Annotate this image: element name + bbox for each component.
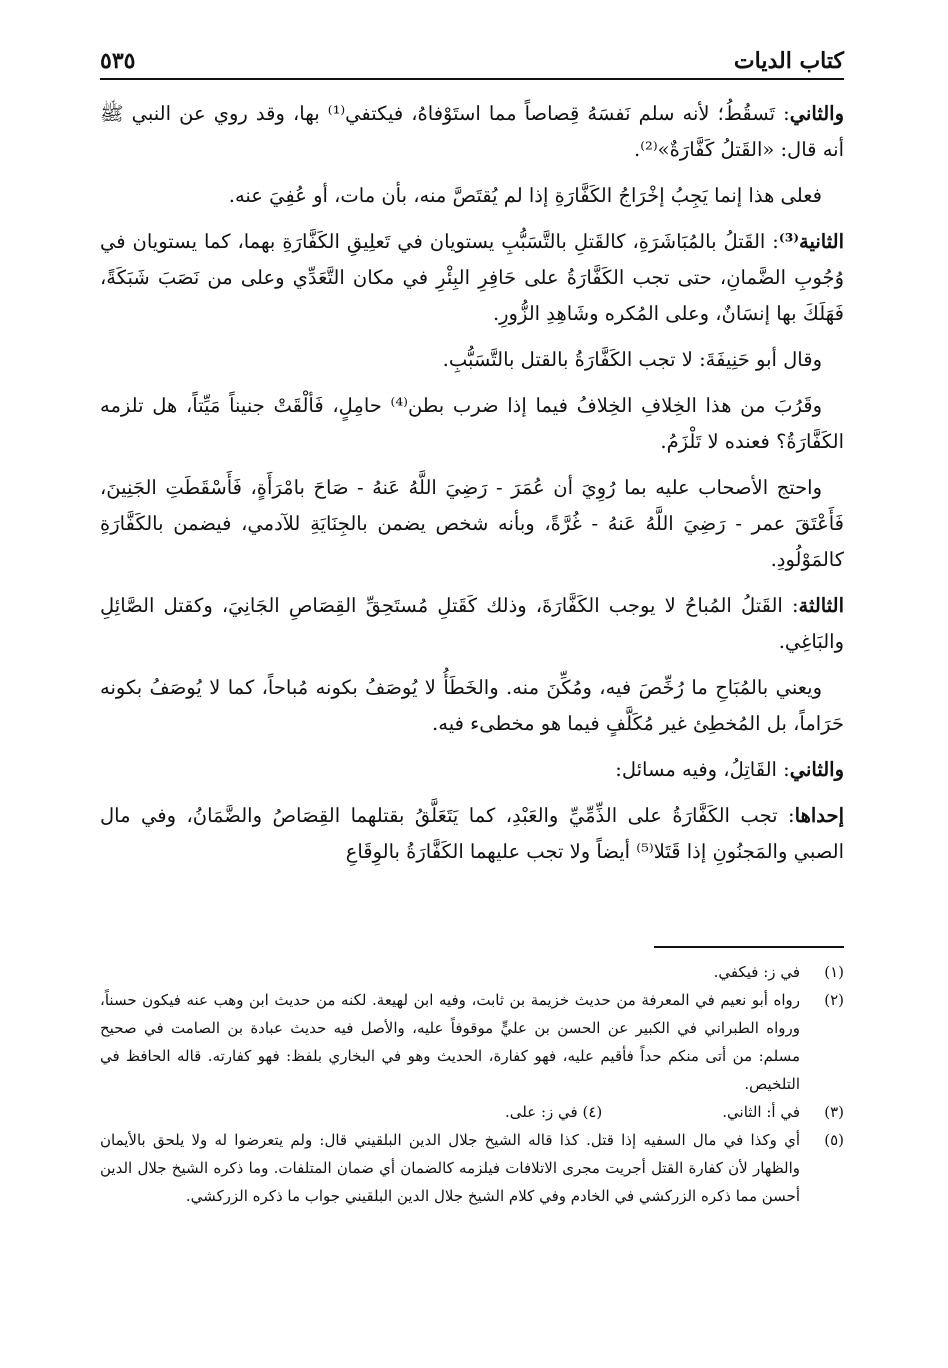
paragraph bbox=[100, 224, 844, 332]
paragraph-text: : القَاتِلُ، وفيه مسائل: bbox=[615, 758, 790, 781]
paragraph-heading: الثالثة bbox=[798, 594, 844, 617]
footnote-text: في أ: الثاني. bbox=[722, 1103, 800, 1121]
paragraph: فعلى هذا إنما يَجِبُ إخْرَاجُ الكَفَّارَةِ إذا لم يُقتَصَّ منه، بأن مات، أو عُفِيَ عنه. bbox=[228, 184, 822, 207]
paragraph-text: : القَتلُ المُباحُ لا يوجب الكَفَّارَةَ، وذلك كَقَتلِ مُستَحِقِّ القِصَاصِ الجَانِيَ، وكقتل الصَّائِلِ والبَاغِي. bbox=[100, 594, 844, 653]
footnote-text-pair bbox=[100, 1098, 800, 1126]
header-rule bbox=[100, 78, 844, 80]
footnote-number: (٣) bbox=[824, 1103, 844, 1121]
paragraph: وقال أبو حَنِيفَةَ: لا تجب الكَفَّارَةُ بالقتل بالتَّسَبُّبِ. bbox=[442, 348, 822, 371]
footnote bbox=[100, 986, 844, 1098]
paragraph bbox=[100, 588, 844, 660]
footnote-text-inline: (٤) في ز: على. bbox=[505, 1103, 603, 1121]
paragraph bbox=[100, 798, 844, 870]
paragraph-heading: والثاني bbox=[789, 102, 844, 125]
footnote bbox=[100, 1126, 844, 1210]
footnote bbox=[100, 958, 844, 986]
page-header bbox=[100, 38, 844, 74]
footnote-number: (١) bbox=[824, 963, 844, 981]
paragraph: ويعني بالمُبَاحِ ما رُخِّصَ فيه، ومُكِّنَ منه. والخَطَأُ لا يُوصَفُ بكونه مُباحاً، كما لا يُوصَفُ بكونه حَرَاماً، بل المُخطِئ غير مُكَلَّفٍ فيما هو مخطىء فيه. bbox=[100, 676, 844, 735]
page-number: ٥٣٥ bbox=[100, 48, 136, 74]
paragraph-heading: إحداها bbox=[794, 804, 844, 827]
footnote-text: رواه أبو نعيم في المعرفة من حديث خزيمة بن ثابت، وفيه ابن لهيعة. لكنه من حديث ابن وهب عنه فيكون حسناً، ورواه الطبراني في الكبير عن الحسن بن عليٍّ موقوفاً عليه، والأصل فيه حديث عبادة بن الصامت في صحيح مسلم: من أتى منكم حداً فأقيم عليه، فهو كفارة، الحديث وهو في البخاري بلفظ: فهو كفارته. قاله الحافظ في التلخيص. bbox=[100, 991, 800, 1093]
footnote-number: (٥) bbox=[824, 1131, 844, 1149]
footnote-rule bbox=[654, 946, 844, 948]
main-text bbox=[100, 96, 844, 880]
paragraph-heading: الثانية⁽³⁾ bbox=[778, 230, 844, 253]
paragraph bbox=[100, 96, 844, 168]
paragraph: وقَرُبَ من هذا الخِلافِ الخِلافُ فيما إذا ضرب بطن⁽⁴⁾ حامِلٍ، فَألْقَتْ جنيناً مَيِّتاً، هل تلزمه الكَفَّارَةُ؟ فعنده لا تَلْزَمُ. bbox=[100, 394, 844, 453]
footnotes bbox=[100, 958, 844, 1210]
footnote-number: (٢) bbox=[824, 991, 844, 1009]
footnote-text: أي وكذا في مال السفيه إذا قتل. كذا قاله الشيخ جلال الدين البلقيني قال: ولم يتعرضوا له ولا يلحق بالأيمان والظهار لأن كفارة القتل أجريت مجرى الاتلافات فيلزمه كالضمان أي ضمان المتلفات. وما ذكره الشيخ جلال الدين أحسن مما ذكره الزركشي في الخادم وفي كلام الشيخ جلال الدين البلقيني جواب ما ذكره الزركشي. bbox=[100, 1131, 800, 1205]
footnote-text: في ز: فيكفي. bbox=[713, 963, 800, 981]
paragraph-text: : القَتلُ بالمُبَاشَرَةِ، كالقَتلِ بالتَّسَبُّبِ يستويان في تَعلِيقِ الكَفَّارَةِ بهما، كما يستويان في وُجُوبِ الضَّمانِ، حتى تجب الكَفَّارَةُ على حَافِرِ البِئْرِ في مكان التَّعَدِّي وعلى من نَصَبَ شَبَكَةً، فَهَلَكَ بها إنسَانٌ، وعلى المُكره وشَاهِدِ الزُّورِ. bbox=[100, 230, 844, 325]
chapter-title: كتاب الديات bbox=[733, 48, 844, 74]
paragraph: واحتج الأصحاب عليه بما رُوِيَ أن عُمَرَ - رَضِيَ اللَّهُ عَنهُ - صَاحَ بامْرَأَةٍ، فَأَسْقَطَتِ الجَنِينَ، فَأَعْتَقَ عمر - رَضِيَ اللَّهُ عَنهُ - غُرَّةً، وبأنه شخص يضمن بالجِنَايَةِ للآدمي، فيضمن بالكَفَّارَةِ كالمَوْلُودِ. bbox=[100, 476, 844, 571]
footnote bbox=[100, 1098, 844, 1126]
paragraph bbox=[100, 752, 844, 788]
paragraph-heading: والثاني bbox=[789, 758, 844, 781]
paragraph-text: : تجب الكَفَّارَةُ على الذِّمِّيِّ والعَبْدِ، كما يَتَعَلَّقُ بقتلهما القِصَاصُ والضَّمَانُ، وفي مال الصبي والمَجنُونِ إذا قَتَلا⁽⁵⁾ أيضاً ولا تجب عليهما الكَفَّارَةُ بالوِقَاعِ bbox=[100, 804, 844, 863]
paragraph-text: : تَسقُطُ؛ لأنه سلم نَفسَهُ قِصاصاً مما استَوْفاهُ، فيكتفي⁽¹⁾ بها، وقد روي عن النبي ﷺ أنه قال: «القَتلُ كَفَّارَةٌ»⁽²⁾. bbox=[100, 102, 844, 161]
